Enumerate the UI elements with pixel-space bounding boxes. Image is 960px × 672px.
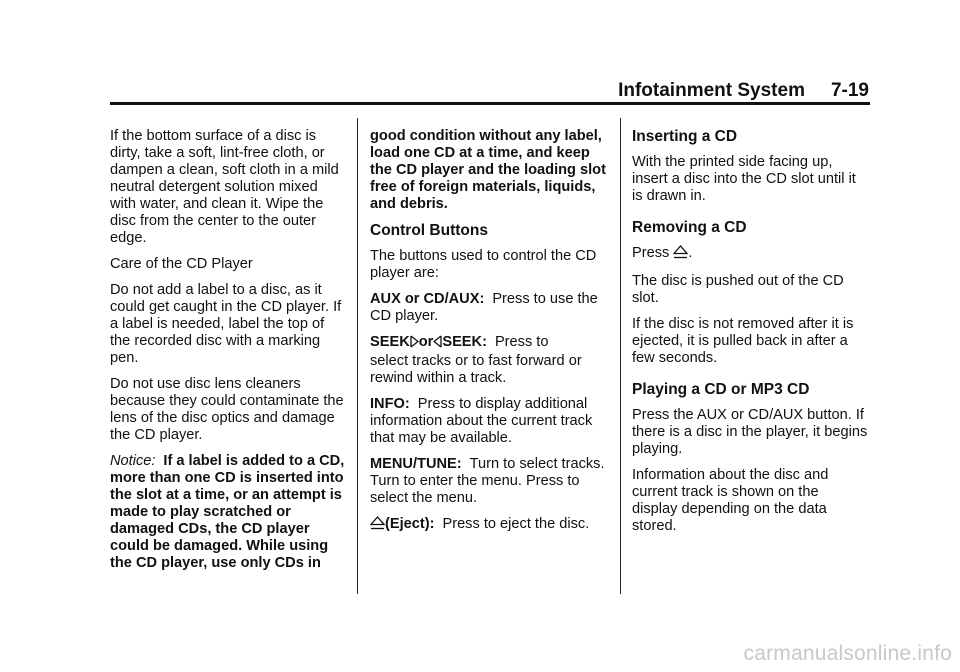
eject-entry (370, 516, 610, 535)
column-divider-1 (357, 118, 358, 594)
seek-text-inline: Press to (494, 334, 549, 350)
seek-or: or (418, 334, 434, 350)
header-rule (110, 102, 870, 105)
aux-label: AUX or CD/AUX: (370, 291, 485, 307)
heading-control-buttons: Control Buttons (370, 222, 488, 239)
eject-icon (673, 245, 688, 264)
heading-playing-cd: Playing a CD or MP3 CD (632, 381, 810, 398)
paragraph-lens-cleaners: Do not use disc lens cleaners because they could contaminate the lens of the disc optics and damage the CD player. (110, 376, 344, 443)
seek-label-1: SEEK (370, 334, 410, 350)
seek-back-icon (433, 335, 442, 353)
section-title: Infotainment System (618, 80, 805, 101)
press-eject-line (632, 245, 868, 264)
eject-label: (Eject): (385, 516, 435, 532)
notice-paragraph (110, 453, 346, 572)
watermark: carmanualsonline.info (743, 642, 952, 665)
column-divider-2 (620, 118, 621, 594)
seek-entry (370, 334, 610, 387)
heading-removing-cd: Removing a CD (632, 219, 747, 236)
menu-text: Turn to select tracks. Turn to enter the menu. Press to select the menu. (370, 456, 605, 506)
notice-label: Notice: (110, 453, 156, 469)
page-header (114, 80, 869, 102)
paragraph-clean-disc: If the bottom surface of a disc is dirty, take a soft, lint-free cloth, or dampen a clean, soft cloth in a mild neutral detergent solution mixed with water, and clean it. Wipe the disc from the center to the outer edge. (110, 128, 339, 246)
play-p2: Information about the disc and current track is shown on the display depending on the data stored. (632, 467, 829, 534)
remove-p1: The disc is pushed out of the CD slot. (632, 273, 844, 306)
seek-text-rest: select tracks or to fast forward or rewind within a track. (370, 353, 582, 386)
insert-text: With the printed side facing up, insert a disc into the CD slot until it is drawn in. (632, 154, 856, 204)
menu-label: MENU/TUNE: (370, 456, 462, 472)
press-word: Press (632, 245, 670, 261)
notice-continued: good condition without any label, load one CD at a time, and keep the CD player and the loading slot free of foreign materials, liquids, and debris. (370, 128, 606, 212)
menu-entry (370, 456, 610, 507)
care-heading: Care of the CD Player (110, 256, 253, 272)
aux-text: Press to use the CD player. (370, 291, 598, 324)
info-entry (370, 396, 610, 447)
column-3 (632, 128, 868, 544)
notice-text: If a label is added to a CD, more than one CD is inserted into the slot at a time, or an attempt is made to play scratched or damaged CDs, the CD player could be damaged. While using the CD player, use only CDs in (110, 453, 345, 571)
column-1 (110, 128, 346, 581)
press-end: . (688, 245, 693, 261)
eject-icon (370, 516, 385, 535)
heading-inserting-cd: Inserting a CD (632, 128, 738, 145)
seek-forward-icon (410, 335, 419, 353)
seek-label-2: SEEK: (442, 334, 487, 350)
column-2 (370, 128, 610, 544)
info-text: Press to display additional information about the current track that may be available. (370, 396, 593, 446)
control-intro: The buttons used to control the CD player are: (370, 248, 597, 281)
eject-text: Press to eject the disc. (442, 516, 590, 532)
page-number: 7-19 (830, 80, 869, 101)
play-p1: Press the AUX or CD/AUX button. If there is a disc in the player, it begins playing. (632, 407, 868, 457)
info-label: INFO: (370, 396, 410, 412)
aux-entry (370, 291, 610, 325)
remove-p2: If the disc is not removed after it is ejected, it is pulled back in after a few seconds. (632, 316, 854, 366)
paragraph-label: Do not add a label to a disc, as it could get caught in the CD player. If a label is needed, label the top of the recorded disc with a marking pen. (110, 282, 342, 366)
